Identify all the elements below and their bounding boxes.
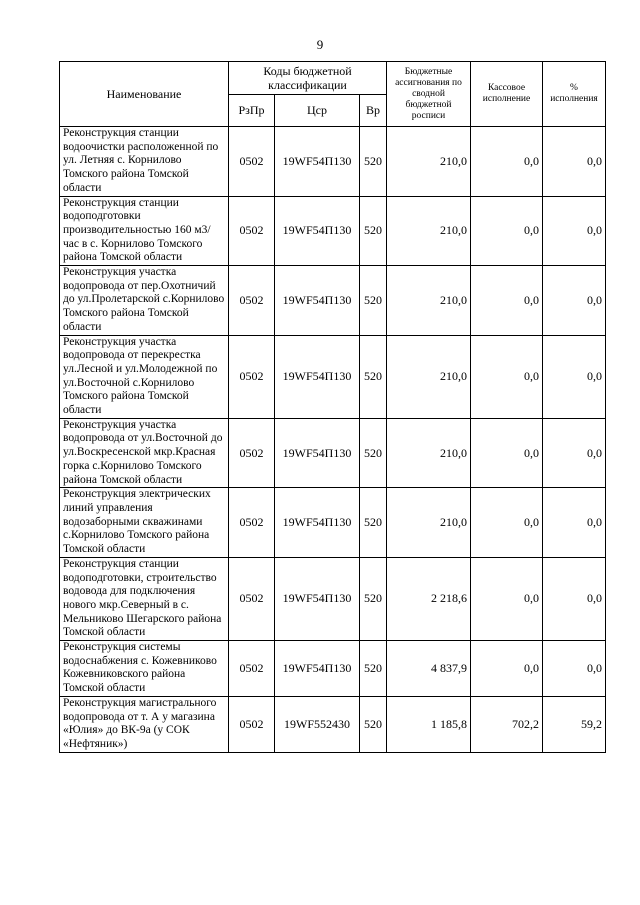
- table-row: [60, 557, 606, 640]
- row-cash: 0,0: [471, 335, 543, 418]
- row-vr: 520: [360, 418, 387, 488]
- row-rzpr: 0502: [229, 696, 275, 752]
- row-cash: 0,0: [471, 418, 543, 488]
- row-rzpr: 0502: [229, 557, 275, 640]
- row-cash: 0,0: [471, 196, 543, 266]
- table-row: [60, 196, 606, 266]
- row-rzpr: 0502: [229, 641, 275, 697]
- row-vr: 520: [360, 266, 387, 336]
- row-name: Реконструкция станции водоподготовки производительностью 160 м3/час в с. Корнилово Томского района Томской области: [60, 196, 229, 266]
- row-percent: 0,0: [543, 488, 606, 558]
- row-vr: 520: [360, 641, 387, 697]
- row-percent: 0,0: [543, 127, 606, 197]
- header-cash: Кассовое исполнение: [471, 62, 543, 127]
- table-row: [60, 418, 606, 488]
- row-budget: 210,0: [387, 196, 471, 266]
- row-budget: 210,0: [387, 266, 471, 336]
- row-vr: 520: [360, 127, 387, 197]
- row-budget: 1 185,8: [387, 696, 471, 752]
- row-csr: 19WF54П130: [275, 641, 360, 697]
- row-budget: 2 218,6: [387, 557, 471, 640]
- row-cash: 0,0: [471, 127, 543, 197]
- header-name: Наименование: [60, 62, 229, 127]
- table-row: [60, 641, 606, 697]
- row-name: Реконструкция участка водопровода от пер.Охотничий до ул.Пролетарской с.Корнилово Томского района Томской области: [60, 266, 229, 336]
- table-row: [60, 696, 606, 752]
- row-cash: 0,0: [471, 266, 543, 336]
- table-row: [60, 266, 606, 336]
- row-budget: 210,0: [387, 418, 471, 488]
- row-csr: 19WF54П130: [275, 335, 360, 418]
- row-budget: 4 837,9: [387, 641, 471, 697]
- row-percent: 0,0: [543, 196, 606, 266]
- row-rzpr: 0502: [229, 196, 275, 266]
- header-rzpr: РзПр: [229, 95, 275, 127]
- row-vr: 520: [360, 557, 387, 640]
- row-budget: 210,0: [387, 335, 471, 418]
- header-csr: Цср: [275, 95, 360, 127]
- table-row: [60, 488, 606, 558]
- row-percent: 0,0: [543, 641, 606, 697]
- header-codes: Коды бюджетной классификации: [229, 62, 387, 95]
- row-csr: 19WF552430: [275, 696, 360, 752]
- row-rzpr: 0502: [229, 488, 275, 558]
- row-budget: 210,0: [387, 488, 471, 558]
- row-rzpr: 0502: [229, 335, 275, 418]
- row-name: Реконструкция электрических линий управления водозаборными скважинами с.Корнилово Томского района Томской области: [60, 488, 229, 558]
- row-name: Реконструкция станции водоочистки расположенной по ул. Летняя с. Корнилово Томского района Томской области: [60, 127, 229, 197]
- row-name: Реконструкция участка водопровода от перекрестка ул.Лесной и ул.Молодежной по ул.Восточной с.Корнилово Томского района Томской области: [60, 335, 229, 418]
- budget-table: [59, 61, 606, 753]
- row-name: Реконструкция магистрального водопровода от т. А у магазина «Юлия» до ВК-9а (у СОК «Нефтяник»): [60, 696, 229, 752]
- row-csr: 19WF54П130: [275, 127, 360, 197]
- table-row: [60, 127, 606, 197]
- row-name: Реконструкция станции водоподготовки, строительство водовода для подключения нового мкр.Северный в с. Мельниково Шегарского района Томской области: [60, 557, 229, 640]
- row-percent: 0,0: [543, 335, 606, 418]
- row-csr: 19WF54П130: [275, 196, 360, 266]
- row-percent: 0,0: [543, 418, 606, 488]
- row-csr: 19WF54П130: [275, 488, 360, 558]
- table-row: [60, 335, 606, 418]
- row-name: Реконструкция системы водоснабжения с. Кожевниково Кожевниковского района Томской области: [60, 641, 229, 697]
- row-vr: 520: [360, 196, 387, 266]
- header-budget: Бюджетные ассигнования по сводной бюджетной росписи: [387, 62, 471, 127]
- row-cash: 0,0: [471, 557, 543, 640]
- row-percent: 0,0: [543, 266, 606, 336]
- row-cash: 0,0: [471, 488, 543, 558]
- row-csr: 19WF54П130: [275, 418, 360, 488]
- row-vr: 520: [360, 335, 387, 418]
- header-percent: % исполнения: [543, 62, 606, 127]
- header-vr: Вр: [360, 95, 387, 127]
- row-percent: 59,2: [543, 696, 606, 752]
- row-budget: 210,0: [387, 127, 471, 197]
- row-csr: 19WF54П130: [275, 557, 360, 640]
- row-cash: 702,2: [471, 696, 543, 752]
- row-name: Реконструкция участка водопровода от ул.Восточной до ул.Воскресенской мкр.Красная горка с.Корнилово Томского района Томской области: [60, 418, 229, 488]
- row-vr: 520: [360, 488, 387, 558]
- row-vr: 520: [360, 696, 387, 752]
- row-rzpr: 0502: [229, 418, 275, 488]
- row-rzpr: 0502: [229, 266, 275, 336]
- page-number: 9: [316, 37, 324, 52]
- row-csr: 19WF54П130: [275, 266, 360, 336]
- row-percent: 0,0: [543, 557, 606, 640]
- row-cash: 0,0: [471, 641, 543, 697]
- row-rzpr: 0502: [229, 127, 275, 197]
